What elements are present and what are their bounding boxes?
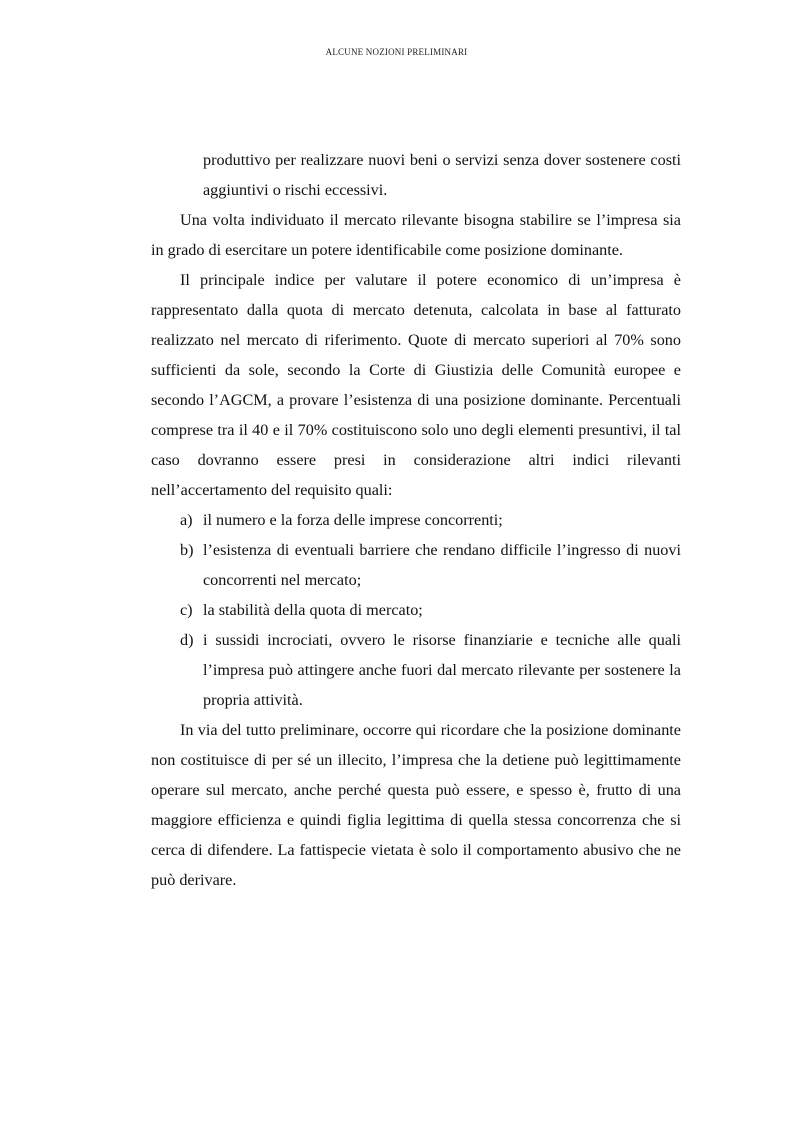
paragraph-market-share: Il principale indice per valutare il potere economico di un’impresa è rappresentato dalla quota di mercato detenuta, calcolata in base al fatturato realizzato nel mercato di riferimento. Quote di mercato superiori al 70% sono sufficienti da sole, secondo la Corte di Giustizia delle Comunità europee e secondo l’AGCM, a provare l’esistenza di una posizione dominante. Percentuali comprese tra il 40 e il 70% costituiscono solo uno degli elementi presuntivi, il tal caso dovranno essere presi in considerazione altri indici rilevanti nell’accertamento del requisito quali: (151, 271, 681, 499)
continuation-paragraph: produttivo per realizzare nuovi beni o servizi senza dover sostenere costi aggiuntivi o rischi eccessivi. (203, 151, 681, 199)
indicators-list (151, 505, 681, 715)
paragraph-dominant-position: In via del tutto preliminare, occorre qui ricordare che la posizione dominante non costituisce di per sé un illecito, l’impresa che la detiene può legittimamente operare sul mercato, anche perché questa può essere, e spesso è, frutto di una maggiore efficienza e quindi figlia legittima di quella stessa concorrenza che si cerca di difendere. La fattispecie vietata è solo il comportamento abusivo che ne può derivare. (151, 721, 681, 889)
list-marker: c) (180, 601, 193, 619)
list-marker: a) (180, 511, 193, 529)
list-item (151, 625, 681, 715)
running-header: ALCUNE NOZIONI PRELIMINARI (325, 47, 468, 57)
list-marker: b) (180, 541, 194, 559)
list-marker: d) (180, 631, 194, 649)
list-item (151, 595, 681, 625)
list-item (151, 505, 681, 535)
list-item-text: il numero e la forza delle imprese concorrenti; (203, 511, 503, 529)
paragraph-relevant-market: Una volta individuato il mercato rilevante bisogna stabilire se l’impresa sia in grado di esercitare un potere identificabile come posizione dominante. (151, 211, 681, 259)
list-item-text: la stabilità della quota di mercato; (203, 601, 423, 619)
page-body (151, 145, 681, 895)
list-item (151, 535, 681, 595)
list-item-text: i sussidi incrociati, ovvero le risorse finanziarie e tecniche alle quali l’impresa può attingere anche fuori dal mercato rilevante per sostenere la propria attività. (203, 631, 681, 709)
list-item-text: l’esistenza di eventuali barriere che rendano difficile l’ingresso di nuovi concorrenti nel mercato; (203, 541, 681, 589)
